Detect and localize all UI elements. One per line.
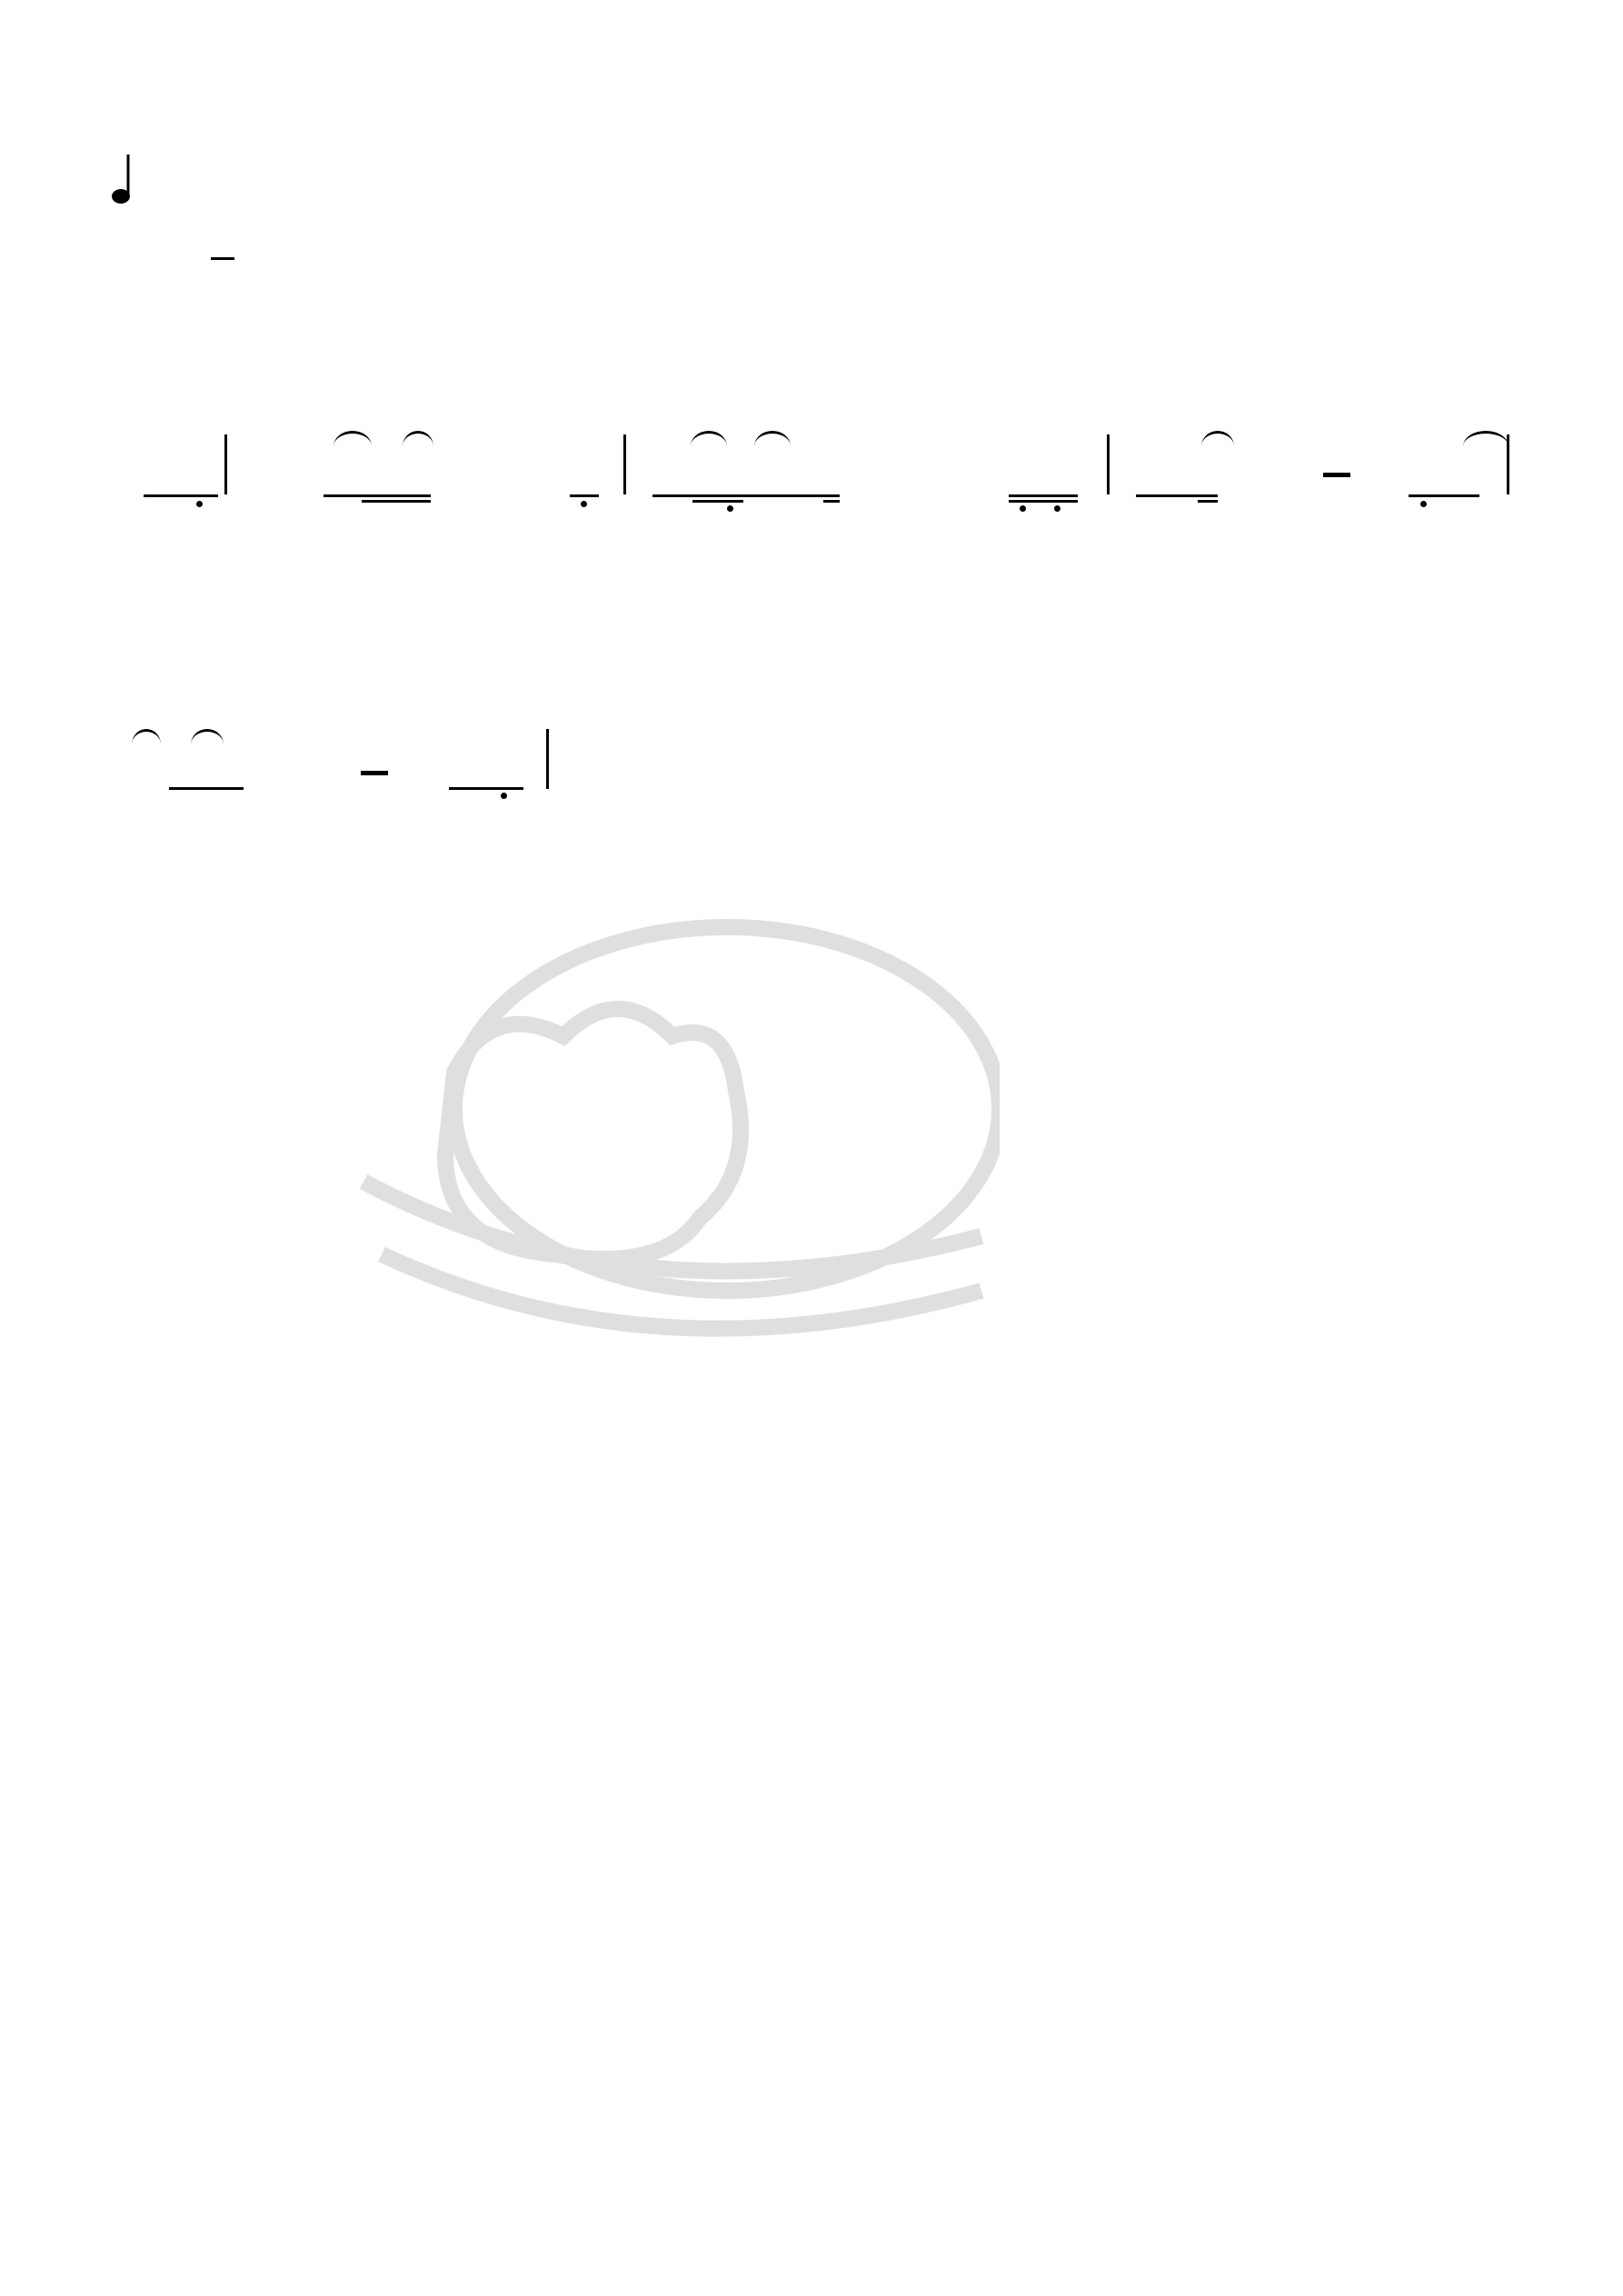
time-signature xyxy=(211,256,234,261)
barline xyxy=(1107,434,1110,494)
barline xyxy=(546,729,549,789)
barline xyxy=(224,434,227,494)
quarter-note-icon xyxy=(111,153,133,205)
dash xyxy=(361,771,388,775)
sheep-watermark-icon xyxy=(345,873,1000,1382)
dash xyxy=(1323,473,1350,477)
barline xyxy=(1507,434,1509,494)
barline xyxy=(623,434,626,494)
